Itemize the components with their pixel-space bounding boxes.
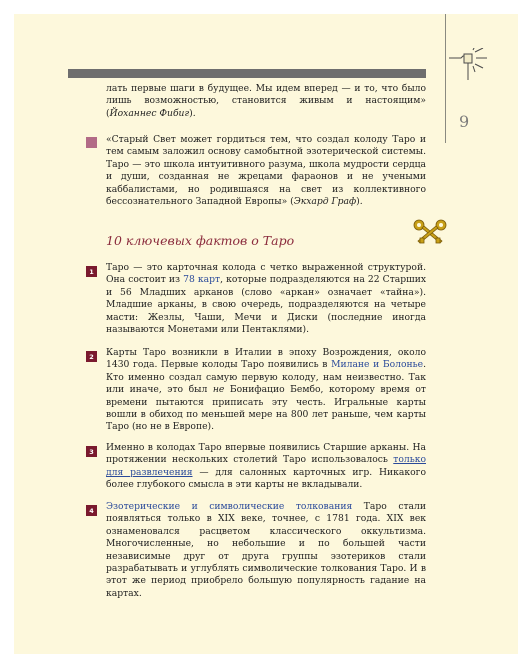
fact-number-1: 1: [86, 266, 97, 277]
fact-1-link[interactable]: 78 карт: [183, 274, 221, 286]
intro-author: Йоханнес Фибиг: [109, 107, 190, 119]
fact-2: Карты Таро возникли в Италии в эпоху Возрождения, около 1430 года. Первые колоды Таро появились в Милане и Болонье. Кто именно создал самую первую колоду, нам неизвестно. Так или иначе, это был не Бонифацио Бембо, которому время от времени пытаются приписать эту честь. Игральные карты вошли в обиход по меньшей мере на 800 лет раньше, чем карты Таро (но не в Европе).: [106, 347, 426, 433]
quote-paragraph: «Старый Свет может гордиться тем, что создал колоду Таро и тем самым заложил основу самобытной эзотерической системы. Таро — это школа интуитивного разума, школа мудрости сердца и души, созданная не жрецами фараонов и не учеными каббалистами, но родившаяся на свет из коллективного бессознательного Западной Европы» (Экхард Граф).: [106, 134, 426, 208]
fact-number-2: 2: [86, 351, 97, 362]
margin-rule: [445, 14, 446, 143]
crossed-keys-icon: [412, 218, 448, 246]
fact-1: Таро — это карточная колода с четко выраженной структурой. Она состоит из 78 карт, которые подразделяются на 22 Старших и 56 Младших арканов (слово «аркан» означает «тайна»). Младшие арканы, в свою очередь, подразделяются на четыре масти: Жезлы, Чаши, Мечи и Диски (последние иногда называются Монетами или Пентаклями).: [106, 262, 427, 336]
fact-3-link[interactable]: только для развлечения: [106, 454, 426, 478]
hand-lantern-icon: [447, 48, 489, 82]
intro-continuation: лать первые шаги в будущее. Мы идем вперед — и то, что было лишь возможностью, становится живым и настоящим» (Йоханнес Фибиг).: [106, 83, 426, 119]
quote-marker: [86, 137, 97, 148]
fact-3: Именно в колодах Таро впервые появились Старшие арканы. На протяжении нескольких столетий Таро использовалось только для развлечения — для салонных карточных игр. Никакого более глубокого смысла в эти карты не вкладывали.: [106, 442, 426, 491]
quote-author: Экхард Граф: [293, 196, 357, 208]
section-title: 10 ключевых фактов о Таро: [106, 233, 295, 248]
fact-number-3: 3: [86, 446, 97, 457]
fact-4: Эзотерические и символические толкования Таро стали появляться только в XIX веке, точнее, с 1781 года. XIX век ознаменовался расцветом классического оккультизма. Многочисленные, но небольшие и по большей части независимые друг от друга группы эзотериков стали разрабатывать и углублять символические толкования Таро. И в этот же период приобрело большую популярность гадание на картах.: [106, 501, 426, 599]
fact-4-link[interactable]: Эзотерические и символические толкования: [106, 501, 353, 512]
fact-2-link[interactable]: Милане и Болонье: [331, 359, 424, 371]
fact-number-4: 4: [86, 505, 97, 516]
header-bar: [68, 69, 426, 78]
page-number: 9: [459, 112, 470, 131]
